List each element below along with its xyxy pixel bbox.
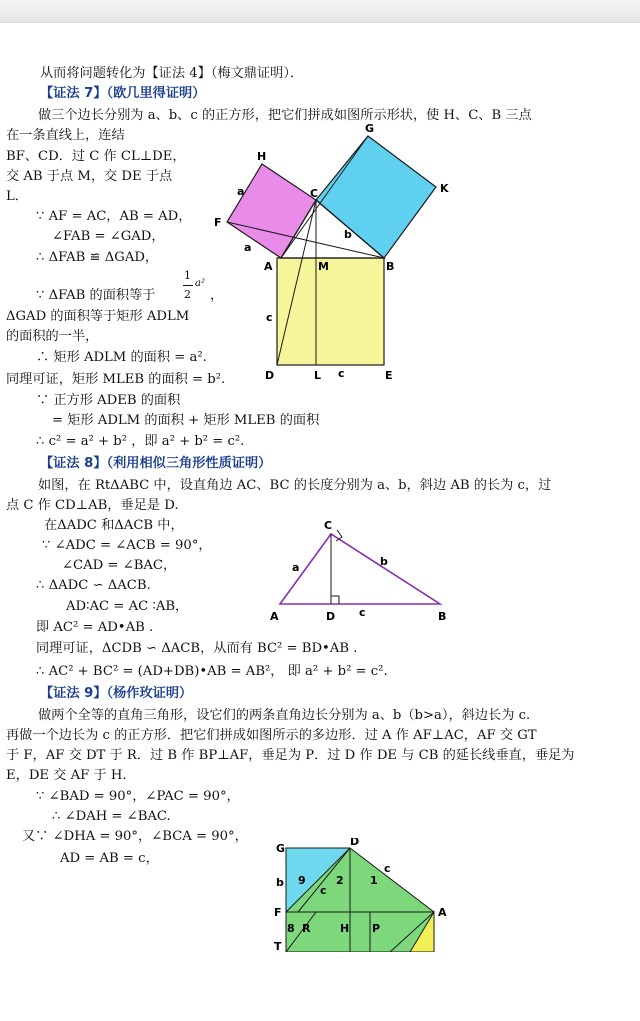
text-line: 做三个边长分别为 a、b、c 的正方形，把它们拼成如图所示形状，使 H、C、B 三点 <box>38 108 532 123</box>
label-E: E <box>385 369 393 382</box>
label-G: G <box>276 842 286 855</box>
square-b <box>316 136 436 258</box>
fraction-numerator: 1 <box>184 269 191 282</box>
section-heading-8: 【证法 8】（利用相似三角形性质证明） <box>40 456 272 471</box>
text-line: 即 AC² = AD•AB . <box>36 620 154 635</box>
fraction-variable: a² <box>195 278 205 289</box>
text-line: 从而将问题转化为【证法 4】（梅文鼎证明）． <box>40 66 304 81</box>
label-side-b: b <box>380 555 388 568</box>
label-M: M <box>318 260 329 273</box>
right-angle-mark-d <box>331 596 339 604</box>
text-line: 又∵ ∠DHA = 90°，∠BCA = 90°， <box>22 829 248 844</box>
label-side-c: c <box>359 606 366 619</box>
label-K: K <box>440 182 449 195</box>
text-line: ∵ ∠ADC = ∠ACB = 90°， <box>42 538 212 553</box>
text-line: ∵ ΔFAB 的面积等于 <box>36 288 156 303</box>
section-heading-7: 【证法 7】（欧几里得证明） <box>40 86 206 101</box>
text-line: ∠CAD = ∠BAC， <box>62 558 177 573</box>
right-angle-mark-c <box>336 530 342 541</box>
label-region-2: 2 <box>336 874 344 887</box>
text-line: 如图，在 RtΔABC 中，设直角边 AC、BC 的长度分别为 a、b，斜边 AB 的长为 c，过 <box>38 478 552 493</box>
label-A: A <box>264 260 273 273</box>
label-B: B <box>386 260 395 273</box>
bottom-blank-area <box>0 952 640 1021</box>
label-A: A <box>438 906 447 919</box>
label-F: F <box>214 216 222 229</box>
text-line: ∴ ΔFAB ≌ ΔGAD， <box>36 250 159 265</box>
text-line: 在ΔADC 和ΔACB 中， <box>44 518 184 533</box>
label-D: D <box>350 838 360 848</box>
label-side-c: c <box>266 311 273 324</box>
fraction-denominator: 2 <box>184 288 191 301</box>
text-line: ∴ 矩形 ADLM 的面积 = a². <box>36 350 207 365</box>
document-page <box>0 22 640 952</box>
label-side-b: b <box>344 228 352 241</box>
label-T: T <box>274 940 282 952</box>
text-line: ∵ ∠BAD = 90°，∠PAC = 90°， <box>36 789 240 804</box>
text-line: 的面积的一半， <box>6 329 99 344</box>
label-region-9: 9 <box>298 874 306 887</box>
text-line: 于 F，AF 交 DT 于 R．过 B 作 BP⊥AF，垂足为 P．过 D 作 DE 与 CB 的延长线垂直，垂足为 <box>6 748 575 763</box>
square-a <box>227 164 319 258</box>
label-side-b: b <box>276 876 284 889</box>
text-line: ， <box>210 288 224 303</box>
label-side-a: a <box>244 241 252 254</box>
label-A: A <box>270 610 279 623</box>
text-line: BF、CD．过 C 作 CL⊥DE， <box>6 149 186 164</box>
label-side-a: a <box>237 185 245 198</box>
yang-figure <box>270 838 450 952</box>
text-line: L． <box>6 189 28 204</box>
label-R: R <box>302 922 311 935</box>
label-side-c: c <box>320 884 327 897</box>
triangle-acb <box>280 534 440 604</box>
label-H: H <box>257 150 267 163</box>
label-region-8: 8 <box>287 922 295 935</box>
square-c <box>277 258 384 365</box>
label-region-1: 1 <box>370 874 378 887</box>
text-line: 在一条直线上，连结 <box>6 128 125 143</box>
label-C: C <box>324 519 333 532</box>
text-line: 再做一个边长为 c 的正方形．把它们拼成如图所示的多边形．过 A 作 AF⊥AC，AF 交 GT <box>6 728 537 743</box>
text-line: ∴ ∠DAH = ∠BAC. <box>52 809 171 824</box>
label-C: C <box>310 187 319 200</box>
label-G: G <box>365 122 375 135</box>
text-line: = 矩形 ADLM 的面积 + 矩形 MLEB 的面积 <box>52 413 320 428</box>
label-D: D <box>326 610 336 623</box>
text-line: ∵ AF = AC，AB = AD， <box>36 209 192 224</box>
text-line: ∴ AC² + BC² = (AD+DB)•AB = AB²， 即 a² + b² = c². <box>36 664 388 679</box>
text-line: ∠FAB = ∠GAD， <box>52 229 165 244</box>
euclid-figure <box>210 122 460 382</box>
label-P: P <box>372 922 381 935</box>
label-F: F <box>274 906 282 919</box>
text-line: 同理可证，矩形 MLEB 的面积 = b². <box>6 372 226 387</box>
right-triangle-figure <box>264 516 464 626</box>
label-L: L <box>314 369 322 382</box>
fraction-bar <box>183 285 193 286</box>
window-top-bar <box>0 0 640 23</box>
text-line: ∴ ΔADC ∽ ΔACB. <box>36 578 151 593</box>
text-line: 同理可证，ΔCDB ∽ ΔACB，从而有 BC² = BD•AB . <box>36 641 358 656</box>
label-H: H <box>340 922 350 935</box>
text-line: 做两个全等的直角三角形，设它们的两条直角边长分别为 a、b（b>a），斜边长为 c. <box>38 708 531 723</box>
text-line: AD = AB = c， <box>60 851 159 866</box>
text-line: ∴ c² = a² + b² ，即 a² + b² = c². <box>36 434 245 449</box>
label-side-c: c <box>338 367 345 380</box>
text-line: AD∶AC = AC ∶AB， <box>66 599 189 614</box>
text-line: ΔGAD 的面积等于矩形 ADLM <box>6 309 190 324</box>
label-D: D <box>265 369 275 382</box>
label-side-a: a <box>292 561 300 574</box>
label-B: B <box>438 610 447 623</box>
text-line: 交 AB 于点 M，交 DE 于点 <box>6 169 173 184</box>
text-line: 点 C 作 CD⊥AB，垂足是 D. <box>6 498 179 513</box>
text-line: ∵ 正方形 ADEB 的面积 <box>36 393 181 408</box>
section-heading-9: 【证法 9】（杨作玫证明） <box>40 686 193 701</box>
text-line: E，DE 交 AF 于 H. <box>6 768 127 783</box>
label-side-c: c <box>384 862 391 875</box>
